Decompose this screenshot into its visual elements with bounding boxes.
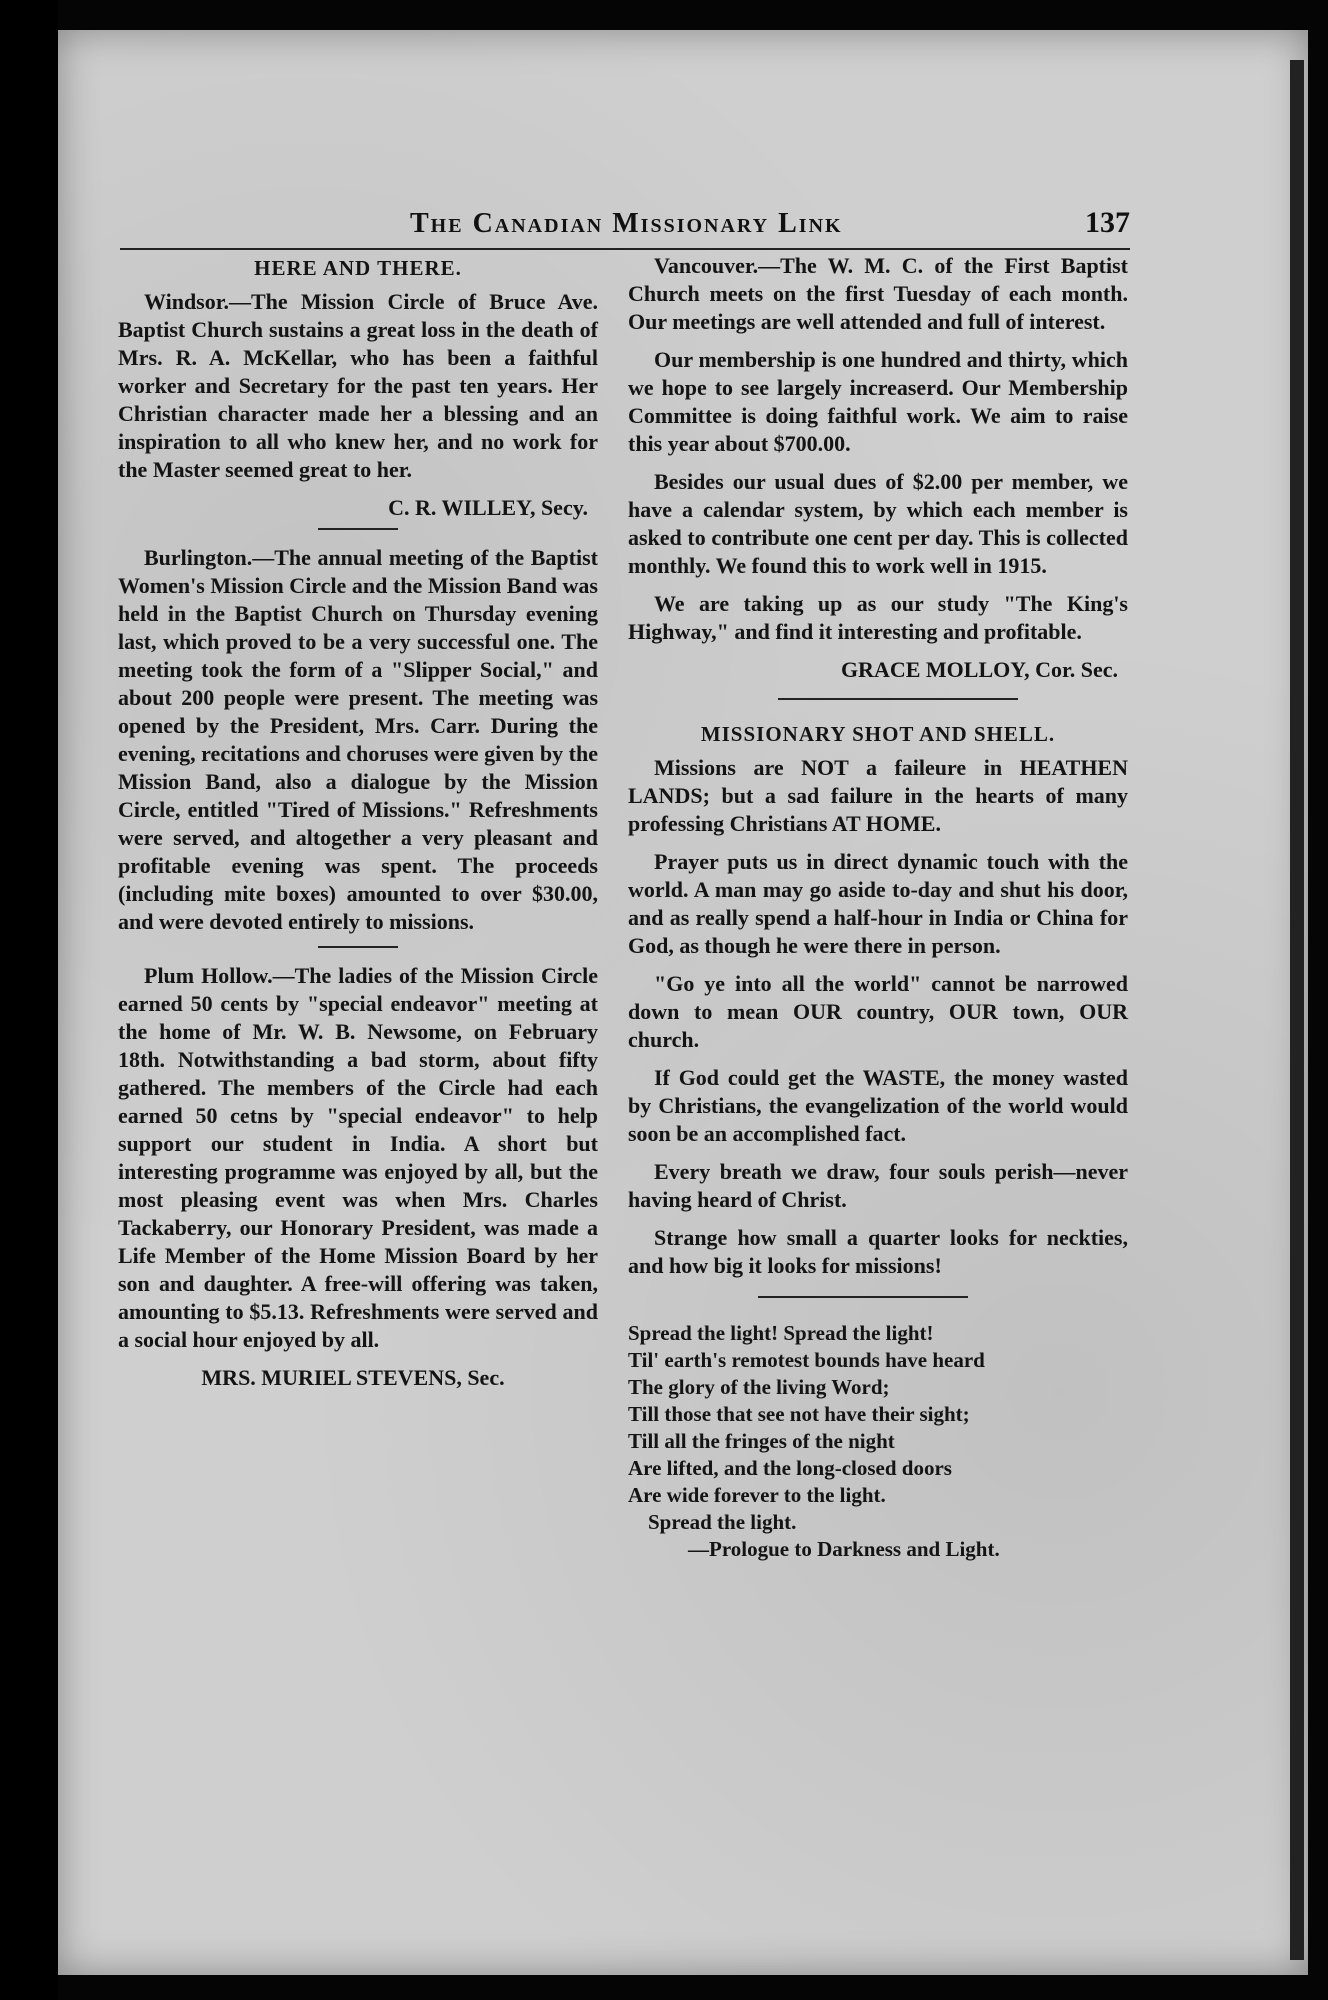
poem-line: Are wide forever to the light. bbox=[628, 1483, 886, 1507]
section-heading-shot-and-shell: MISSIONARY SHOT AND SHELL. bbox=[700, 722, 1056, 746]
windsor-signature: C. R. WILLEY, Secy. bbox=[388, 495, 588, 520]
poem-line: The glory of the living Word; bbox=[628, 1375, 890, 1399]
left-column bbox=[118, 252, 598, 1398]
shot-item: Missions are NOT a faileure in HEATHEN LANDS; but a sad failure in the hearts of many professing Christians AT HOME. bbox=[628, 755, 1128, 836]
vancouver-paragraph: We are taking up as our study "The King's Highway," and find it interesting and profitable. bbox=[628, 591, 1128, 644]
shot-item: "Go ye into all the world" cannot be narrowed down to mean OUR country, OUR town, OUR church. bbox=[628, 971, 1128, 1052]
windsor-text: —The Mission Circle of Bruce Ave. Baptist Church sustains a great loss in the death of Mrs. R. A. McKellar, who has been a faithful worker and Secretary for the past ten years. Her Christian character made her a blessing and an inspiration to all who knew her, and no work for the Master seemed great to her. bbox=[118, 289, 598, 482]
right-column bbox=[628, 252, 1128, 1563]
shot-item: Prayer puts us in direct dynamic touch with the world. A man may go aside to-day and shut his door, and as really spend a half-hour in India or China for God, as though he were there in person. bbox=[628, 849, 1128, 958]
burlington-report bbox=[118, 544, 598, 936]
poem-attribution: —Prologue to Darkness and Light. bbox=[688, 1537, 1000, 1561]
divider bbox=[778, 698, 1018, 700]
poem bbox=[628, 1320, 1128, 1563]
burlington-text: —The annual meeting of the Baptist Women's Mission Circle and the Mission Band was held in the Baptist Church on Thursday evening last, which proved to be a very successful one. The meeting took the form of a "Slipper Social," and about 200 people were present. The meeting was opened by the President, Mrs. Carr. During the evening, recitations and choruses were given by the Mission Band, also a dialogue by the Mission Circle, entitled "Tired of Missions." Refreshments were served, and altogether a very pleasant and profitable evening was spent. The proceeds (including mite boxes) amounted to over $30.00, and were devoted entirely to missions. bbox=[118, 545, 598, 934]
page-number: 137 bbox=[1085, 206, 1130, 239]
publication-title: The Canadian Missionary Link bbox=[410, 208, 843, 239]
poem-line: Are lifted, and the long-closed doors bbox=[628, 1456, 952, 1480]
shot-item: If God could get the WASTE, the money wasted by Christians, the evangelization of the world would soon be an accomplished fact. bbox=[628, 1065, 1128, 1146]
divider bbox=[318, 528, 398, 530]
shot-item: Strange how small a quarter looks for neckties, and how big it looks for missions! bbox=[628, 1225, 1128, 1278]
windsor-report bbox=[118, 288, 598, 484]
windsor-lead: Windsor. bbox=[144, 289, 229, 314]
vancouver-paragraph: Our membership is one hundred and thirty, which we hope to see largely increaserd. Our Membership Committee is doing faithful work. We aim to raise this year about $700.00. bbox=[628, 347, 1128, 456]
poem-line: Til' earth's remotest bounds have heard bbox=[628, 1348, 985, 1372]
section-heading-here-and-there: HERE AND THERE. bbox=[254, 256, 462, 280]
shot-item: Every breath we draw, four souls perish—never having heard of Christ. bbox=[628, 1159, 1128, 1212]
divider bbox=[318, 946, 398, 948]
plum-hollow-text: —The ladies of the Mission Circle earned 50 cents by "special endeavor" meeting at the home of Mr. W. B. Newsome, on February 18th. Notwithstanding a bad storm, about fifty gathered. The members of the Circle had each earned 50 cetns by "special endeavor" to help support our student in India. A short but interesting programme was enjoyed by all, but the most pleasing event was when Mrs. Charles Tackaberry, our Honorary President, was made a Life Member of the Home Mission Board by her son and daughter. A free-will offering was taken, amounting to $5.13. Refreshments were served and a social hour enjoyed by all. bbox=[118, 963, 598, 1352]
divider bbox=[758, 1296, 968, 1298]
plum-hollow-report bbox=[118, 962, 598, 1354]
page-header bbox=[120, 200, 1130, 250]
vancouver-report bbox=[628, 252, 1128, 336]
poem-line: Spread the light! Spread the light! bbox=[628, 1321, 934, 1345]
book-spine-shadow bbox=[0, 0, 58, 2000]
poem-line: Spread the light. bbox=[648, 1510, 797, 1534]
poem-line: Till those that see not have their sight; bbox=[628, 1402, 970, 1426]
burlington-lead: Burlington. bbox=[144, 545, 253, 570]
page-edge bbox=[1290, 60, 1304, 1960]
vancouver-signature: GRACE MOLLOY, Cor. Sec. bbox=[840, 657, 1118, 682]
plum-hollow-lead: Plum Hollow. bbox=[144, 963, 273, 988]
vancouver-text-1: —The W. M. C. of the First Baptist Church meets on the first Tuesday of each month. Our meetings are well attended and full of interest. bbox=[628, 253, 1128, 334]
plum-hollow-signature: MRS. MURIEL STEVENS, Sec. bbox=[201, 1365, 505, 1390]
vancouver-paragraph: Besides our usual dues of $2.00 per member, we have a calendar system, by which each member is asked to contribute one cent per day. This is collected monthly. We found this to work well in 1915. bbox=[628, 469, 1128, 578]
vancouver-lead: Vancouver. bbox=[654, 253, 759, 278]
poem-line: Till all the fringes of the night bbox=[628, 1429, 895, 1453]
